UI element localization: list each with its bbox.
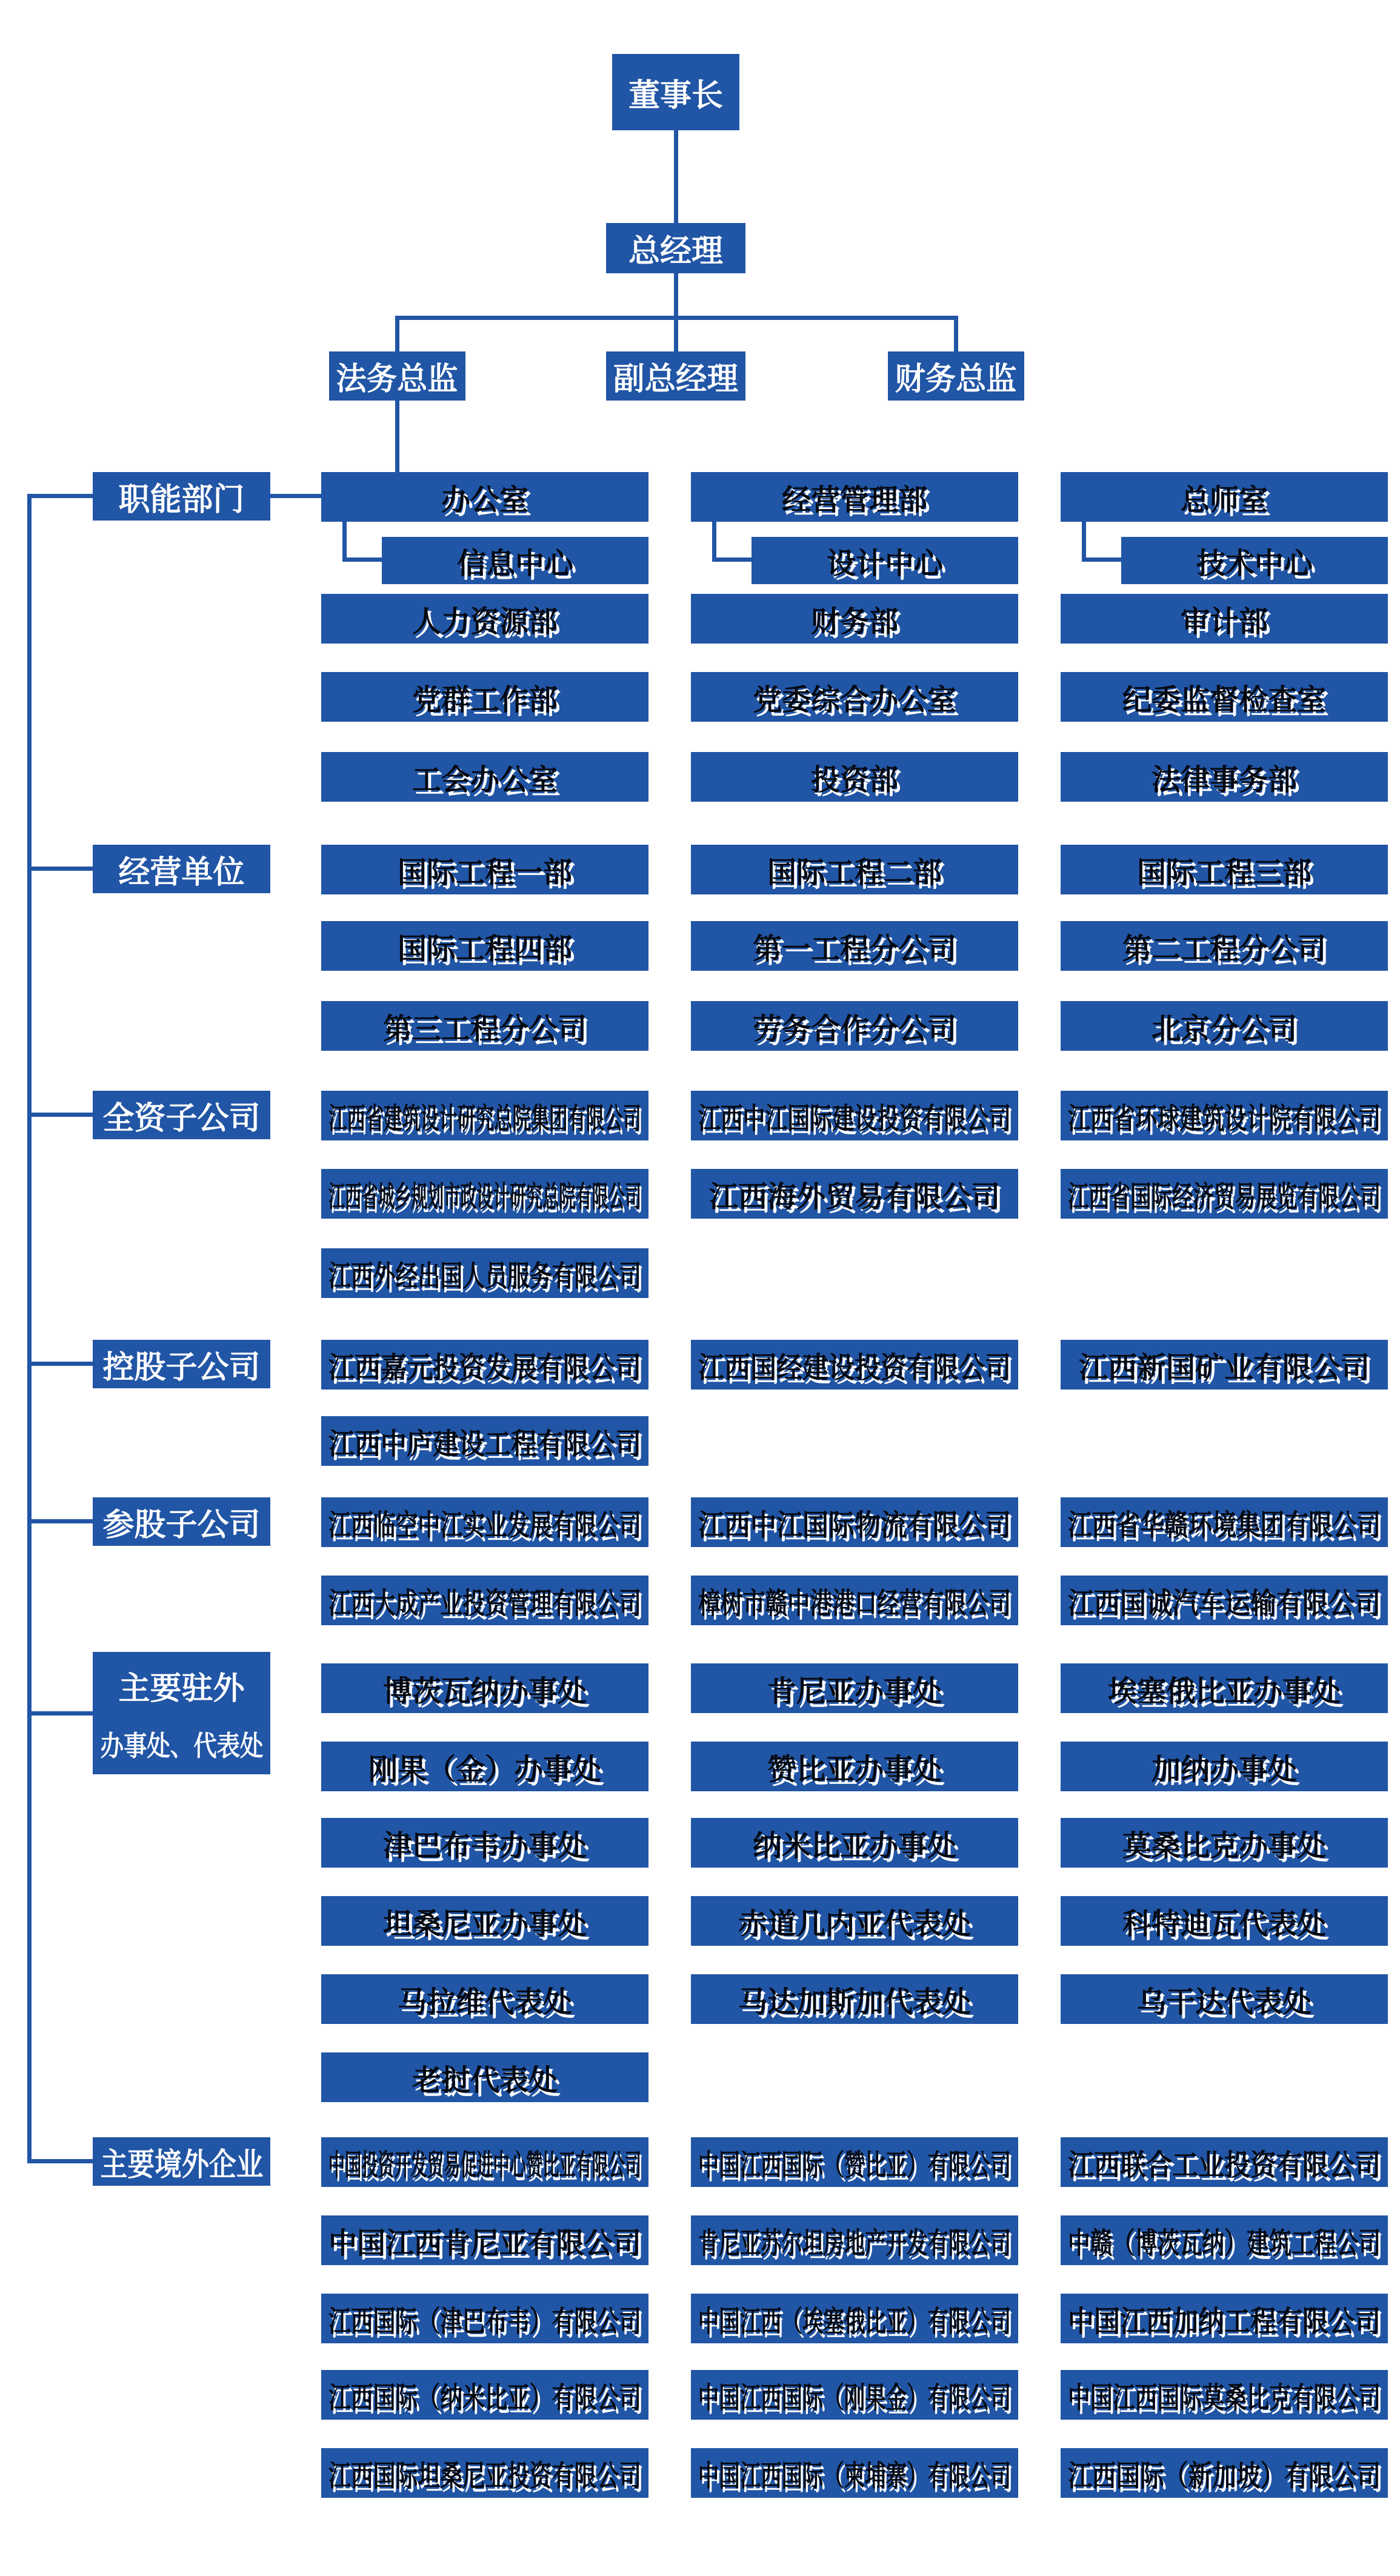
connector-line [342,557,386,562]
org-box-business-r1-c0 [321,921,648,971]
org-box-business-r0-c0 [321,845,648,894]
org-box-text: 江西省国际经济贸易展览有限公司 [1067,1180,1381,1213]
org-box-business-r0-c1 [691,845,1018,894]
org-box-functional-r3-c0 [321,672,648,722]
org-box-text: 设计中心 [826,547,943,580]
org-box-text: 国际工程二部 [767,856,942,889]
org-box-text: 第二工程分公司 [1122,933,1326,965]
org-box-text: 技术中心 [1196,547,1313,580]
section-label-minority [93,1497,270,1546]
org-box-text: 赞比亚办事处 [767,1753,942,1786]
org-box-text: 中国江西加纳工程有限公司 [1067,2305,1381,2338]
org-box-text: 法律事务部 [1151,764,1297,796]
org-box-text: 中赣（博茨瓦纳）建筑工程公司 [1067,2227,1381,2260]
org-box-business-r2-c1 [691,1001,1018,1051]
org-box-text: 江西国际坦桑尼亚投资有限公司 [328,2460,642,2492]
org-box-text: 江西中庐建设工程有限公司 [328,1428,642,1460]
org-box-text: 中国江西国际莫桑比克有限公司 [1067,2381,1381,2414]
general-manager-label: 总经理 [628,234,723,269]
org-box-text: 樟树市赣中港港口经营有限公司 [698,1587,1012,1620]
org-box-text: 国际工程四部 [397,933,572,965]
connector-line [712,557,756,562]
finance-director-label: 财务总监 [895,362,1017,397]
org-box-offices-r3-c2 [1061,1896,1388,1946]
org-box-text: 江西国诚汽车运输有限公司 [1067,1587,1381,1620]
org-box-functional-r2-c2 [1061,594,1388,644]
org-box-text: 莫桑比克办事处 [1122,1829,1326,1862]
section-label-wholly [93,1091,270,1139]
org-box-text: 中国江西国际（柬埔寨）有限公司 [698,2460,1012,2492]
org-box-text: 经营管理部 [781,484,927,516]
org-box-text: 国际工程一部 [397,856,572,889]
org-box-functional-r3-c2 [1061,672,1388,722]
org-box-text: 老挝代表处 [412,2064,558,2097]
general-manager-box [606,223,745,273]
connector-line [342,522,347,562]
org-box-text: 江西联合工业投资有限公司 [1067,2149,1381,2182]
org-box-offices-r1-c2 [1061,1742,1388,1791]
connector-line [674,273,678,354]
org-box-business-r2-c2 [1061,1001,1388,1051]
org-box-text: 肯尼亚办事处 [767,1675,942,1708]
org-box-text: 信息中心 [456,547,573,580]
section-label-text: 主要境外企业 [100,2147,263,2183]
connector-line [1082,522,1086,562]
org-box-wholly-r0-c0 [321,1091,648,1140]
org-box-text: 马达加斯加代表处 [738,1986,971,2019]
org-box-text: 江西国际（津巴布韦）有限公司 [328,2305,642,2338]
section-label-text: 控股子公司 [102,1350,261,1385]
org-box-text: 中国江西肯尼亚有限公司 [328,2227,641,2260]
org-box-text: 江西国经建设投资有限公司 [698,1351,1012,1384]
org-box-minority-r0-c0 [321,1497,648,1547]
section-label-text: 参股子公司 [102,1507,261,1543]
section-label-functional [93,472,270,521]
org-box-overseas-r0-c2 [1061,2137,1388,2187]
org-box-functional-r1-c2 [1121,537,1388,584]
connector-line [27,1113,95,1117]
org-box-minority-r1-c1 [691,1576,1018,1625]
org-box-functional-r1-c0 [382,537,648,584]
org-box-offices-r5-c0 [321,2052,648,2102]
org-box-text: 纪委监督检查室 [1122,684,1326,716]
org-box-offices-r0-c2 [1061,1663,1388,1713]
org-box-minority-r1-c0 [321,1576,648,1625]
org-box-offices-r4-c1 [691,1974,1018,2024]
org-box-business-r2-c0 [321,1001,648,1051]
org-box-offices-r4-c2 [1061,1974,1388,2024]
org-box-business-r0-c2 [1061,845,1388,894]
org-box-text: 劳务合作分公司 [752,1013,956,1045]
org-box-overseas-r2-c1 [691,2294,1018,2343]
org-box-text: 埃塞俄比亚办事处 [1107,1675,1341,1708]
org-box-functional-r3-c1 [691,672,1018,722]
org-box-text: 审计部 [1180,605,1268,638]
org-box-wholly-r2-c0 [321,1248,648,1298]
org-box-text: 坦桑尼亚办事处 [382,1908,587,1940]
org-box-overseas-r2-c2 [1061,2294,1388,2343]
org-box-functional-r4-c0 [321,752,648,802]
org-box-text: 江西省华赣环境集团有限公司 [1067,1509,1381,1542]
org-box-text: 津巴布韦办事处 [382,1829,587,1862]
org-box-text: 江西省建筑设计研究总院集团有限公司 [328,1102,641,1135]
org-box-text: 博茨瓦纳办事处 [382,1675,587,1708]
connector-line [395,316,958,320]
org-box-text: 第三工程分公司 [382,1013,587,1045]
org-box-text: 加纳办事处 [1151,1753,1297,1786]
org-box-text: 党群工作部 [412,684,558,716]
org-box-minority-r0-c1 [691,1497,1018,1547]
org-box-offices-r2-c0 [321,1818,648,1868]
connector-line [27,494,32,2163]
org-box-overseas-r4-c1 [691,2448,1018,2498]
section-label-business [93,845,270,893]
deputy-gm-box [606,351,745,401]
org-box-overseas-r1-c1 [691,2215,1018,2265]
section-label-offices [93,1652,270,1774]
section-label-overseas [93,2137,270,2186]
org-box-overseas-r3-c0 [321,2370,648,2420]
org-box-text: 江西国际（纳米比亚）有限公司 [328,2381,642,2414]
org-box-functional-r1-c1 [752,537,1018,584]
org-box-holding-r0-c0 [321,1340,648,1390]
org-box-offices-r4-c0 [321,1974,648,2024]
org-box-holding-r0-c2 [1061,1340,1388,1390]
org-box-overseas-r4-c0 [321,2448,648,2498]
org-box-offices-r2-c1 [691,1818,1018,1868]
org-box-text: 第一工程分公司 [752,933,956,965]
connector-line [27,867,95,871]
org-box-functional-r2-c0 [321,594,648,644]
org-box-wholly-r0-c2 [1061,1091,1388,1140]
org-box-business-r1-c2 [1061,921,1388,971]
org-box-offices-r0-c0 [321,1663,648,1713]
org-box-text: 江西省城乡规划市政设计研究总院有限公司 [328,1180,642,1213]
section-label-text: 全资子公司 [102,1100,261,1136]
org-box-wholly-r1-c0 [321,1169,648,1219]
section-label-text: 职能部门 [118,482,245,518]
org-box-text: 江西嘉元投资发展有限公司 [328,1351,642,1384]
org-box-text: 乌干达代表处 [1136,1986,1312,2019]
org-box-offices-r3-c0 [321,1896,648,1946]
finance-director-box [888,351,1024,401]
connector-line [27,1711,95,1716]
section-label-text: 经营单位 [118,854,245,890]
org-box-text: 刚果（金）办事处 [368,1753,601,1786]
org-box-overseas-r1-c2 [1061,2215,1388,2265]
org-box-minority-r0-c2 [1061,1497,1388,1547]
connector-line [27,1519,95,1523]
org-box-text: 人力资源部 [412,605,558,638]
org-box-functional-r0-c0 [321,472,648,522]
org-box-text: 投资部 [810,764,898,796]
deputy-gm-label: 副总经理 [613,362,738,397]
org-box-text: 江西海外贸易有限公司 [708,1180,1000,1213]
org-box-text: 纳米比亚办事处 [752,1829,956,1862]
org-box-text: 财务部 [810,605,898,638]
section-label-holding [93,1340,270,1388]
org-box-offices-r1-c1 [691,1742,1018,1791]
org-box-text: 江西中江国际建设投资有限公司 [698,1102,1012,1135]
org-box-functional-r4-c2 [1061,752,1388,802]
org-box-wholly-r1-c2 [1061,1169,1388,1219]
org-box-text: 江西国际（新加坡）有限公司 [1067,2460,1381,2492]
org-box-text: 中国江西国际（赞比亚）有限公司 [698,2149,1012,2182]
org-box-text: 江西临空中江实业发展有限公司 [328,1509,642,1542]
org-box-overseas-r2-c0 [321,2294,648,2343]
section-label-text: 主要驻外 [118,1671,245,1706]
org-box-text: 科特迪瓦代表处 [1122,1908,1326,1940]
org-box-text: 总师室 [1180,484,1268,516]
connector-line [1082,557,1125,562]
org-box-holding-r1-c0 [321,1416,648,1466]
legal-director-label: 法务总监 [336,362,458,397]
chairman-box [612,54,739,130]
org-box-wholly-r0-c1 [691,1091,1018,1140]
org-box-overseas-r3-c1 [691,2370,1018,2420]
org-box-text: 工会办公室 [412,764,558,796]
chairman-label: 董事长 [628,78,723,113]
org-box-wholly-r1-c1 [691,1169,1018,1219]
org-box-text: 江西外经出国人员服务有限公司 [328,1260,642,1293]
org-box-minority-r1-c2 [1061,1576,1388,1625]
org-box-text: 国际工程三部 [1136,856,1312,889]
connector-line [674,130,678,227]
org-box-text: 党委综合办公室 [752,684,956,716]
section-label-text-line2: 办事处、代表处 [100,1729,263,1762]
org-box-overseas-r0-c0 [321,2137,648,2187]
org-box-overseas-r3-c2 [1061,2370,1388,2420]
org-box-text: 肯尼亚苏尔坦房地产开发有限公司 [698,2227,1012,2260]
org-box-text: 江西省环球建筑设计院有限公司 [1067,1102,1381,1135]
org-box-text: 马拉维代表处 [397,1986,572,2019]
org-box-text: 赤道几内亚代表处 [738,1908,971,1940]
org-box-text: 江西中江国际物流有限公司 [698,1509,1012,1542]
org-box-text: 中国投资开发贸易促进中心赞比亚有限公司 [328,2149,642,2182]
org-box-overseas-r0-c1 [691,2137,1018,2187]
org-box-functional-r2-c1 [691,594,1018,644]
org-box-functional-r0-c2 [1061,472,1388,522]
org-box-overseas-r1-c0 [321,2215,648,2265]
org-box-text: 江西大成产业投资管理有限公司 [328,1587,642,1620]
connector-line [27,2159,95,2163]
connector-line [712,522,716,562]
org-box-functional-r4-c1 [691,752,1018,802]
connector-line [27,1362,95,1366]
legal-director-box [329,351,465,401]
org-box-functional-r0-c1 [691,472,1018,522]
org-box-text: 中国江西（埃塞俄比亚）有限公司 [698,2305,1012,2338]
org-box-overseas-r4-c2 [1061,2448,1388,2498]
connector-line [954,316,958,353]
org-box-text: 办公室 [441,484,528,516]
org-box-offices-r1-c0 [321,1742,648,1791]
org-box-holding-r0-c1 [691,1340,1018,1390]
org-box-text: 江西新国矿业有限公司 [1078,1351,1370,1384]
org-box-text: 北京分公司 [1151,1013,1297,1045]
org-box-offices-r0-c1 [691,1663,1018,1713]
org-box-offices-r3-c1 [691,1896,1018,1946]
org-box-text: 中国江西国际（刚果金）有限公司 [698,2381,1012,2414]
org-box-business-r1-c1 [691,921,1018,971]
org-box-offices-r2-c2 [1061,1818,1388,1868]
connector-line [395,316,399,353]
